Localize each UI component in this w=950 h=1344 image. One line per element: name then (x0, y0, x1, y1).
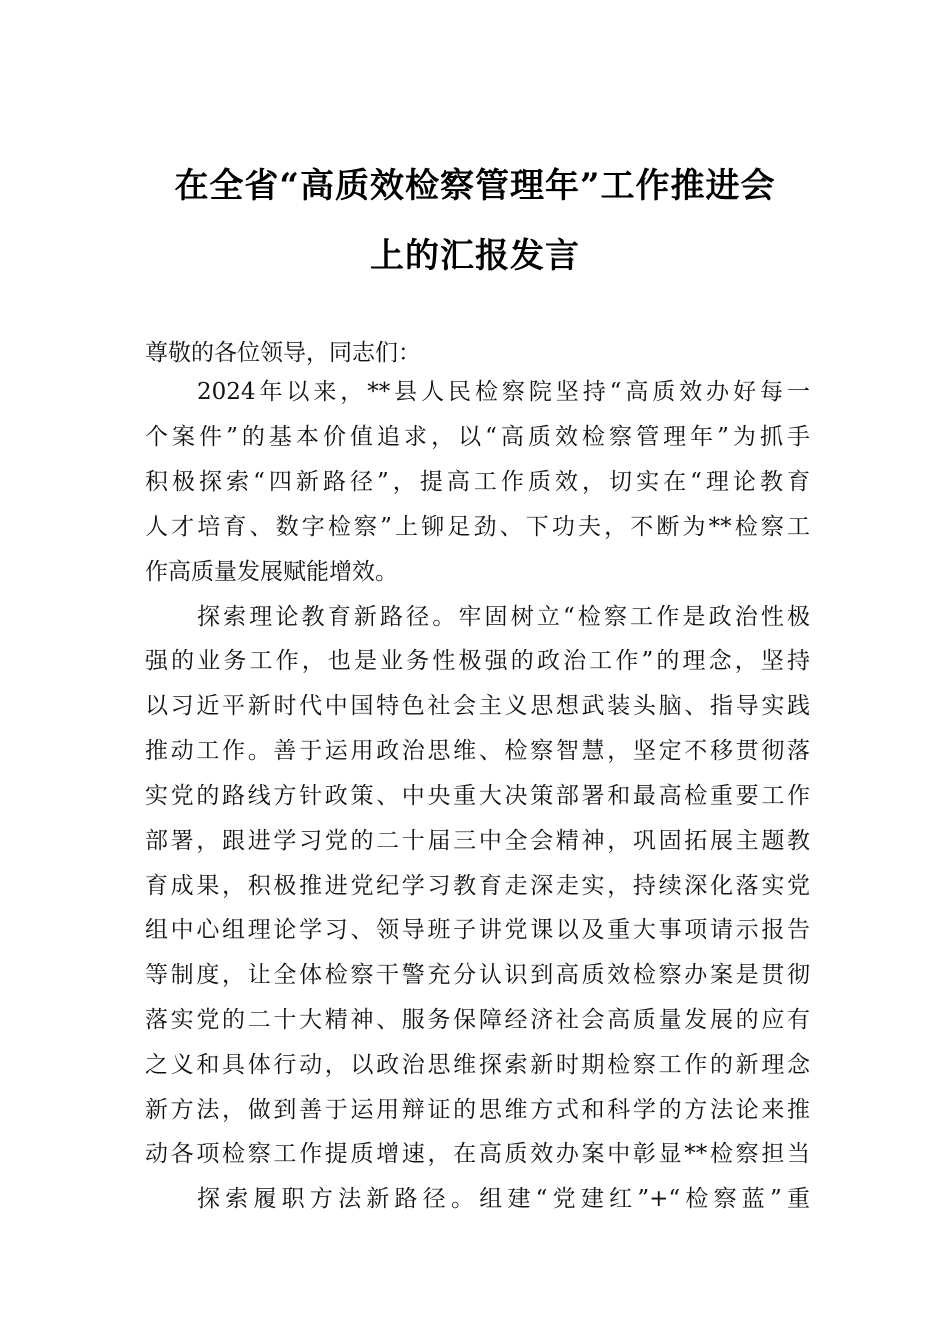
paragraph-line: 人才培育、数字检察”上铆足劲、下功夫，不断为**检察工 (145, 514, 810, 540)
paragraph-line: 探索理论教育新路径。牢固树立“检察工作是政治性极 (197, 604, 810, 630)
paragraph-line: 等制度，让全体检察干警充分认识到高质效检察办案是贯彻 (145, 962, 810, 988)
paragraph-line: 动各项检察工作提质增速，在高质效办案中彰显**检察担当 (145, 1141, 810, 1167)
paragraph-line: 育成果，积极推进党纪学习教育走深走实，持续深化落实党 (145, 873, 810, 899)
paragraph-line: 新方法，做到善于运用辩证的思维方式和科学的方法论来推 (145, 1097, 810, 1123)
document-title-line-1: 在全省“高质效检察管理年”工作推进会 (174, 166, 776, 206)
paragraph-line: 推动工作。善于运用政治思维、检察智慧，坚定不移贯彻落 (145, 738, 810, 764)
paragraph-line: 2024年以来，**县人民检察院坚持“高质效办好每一 (197, 379, 810, 405)
paragraph-line: 以习近平新时代中国特色社会主义思想武装头脑、指导实践 (145, 693, 810, 719)
paragraph-line: 强的业务工作，也是业务性极强的政治工作”的理念，坚持 (145, 648, 810, 674)
paragraph-line: 部署，跟进学习党的二十届三中全会精神，巩固拓展主题教 (145, 828, 810, 854)
paragraph-line: 组中心组理论学习、领导班子讲党课以及重大事项请示报告 (145, 917, 810, 943)
paragraph-line: 之义和具体行动，以政治思维探索新时期检察工作的新理念 (145, 1052, 810, 1078)
paragraph-line: 作高质量发展赋能增效。 (145, 559, 398, 585)
paragraph-line: 探索履职方法新路径。组建“党建红”+“检察蓝”重 (197, 1186, 810, 1212)
paragraph-line: 实党的路线方针政策、中央重大决策部署和最高检重要工作 (145, 783, 810, 809)
paragraph-line: 个案件”的基本价值追求，以“高质效检察管理年”为抓手 (145, 424, 810, 450)
paragraph-line: 落实党的二十大精神、服务保障经济社会高质量发展的应有 (145, 1007, 810, 1033)
paragraph-line: 积极探索“四新路径”，提高工作质效，切实在“理论教育 (145, 469, 810, 495)
salutation: 尊敬的各位领导，同志们： (145, 340, 421, 366)
document-title-line-2: 上的汇报发言 (370, 236, 580, 276)
